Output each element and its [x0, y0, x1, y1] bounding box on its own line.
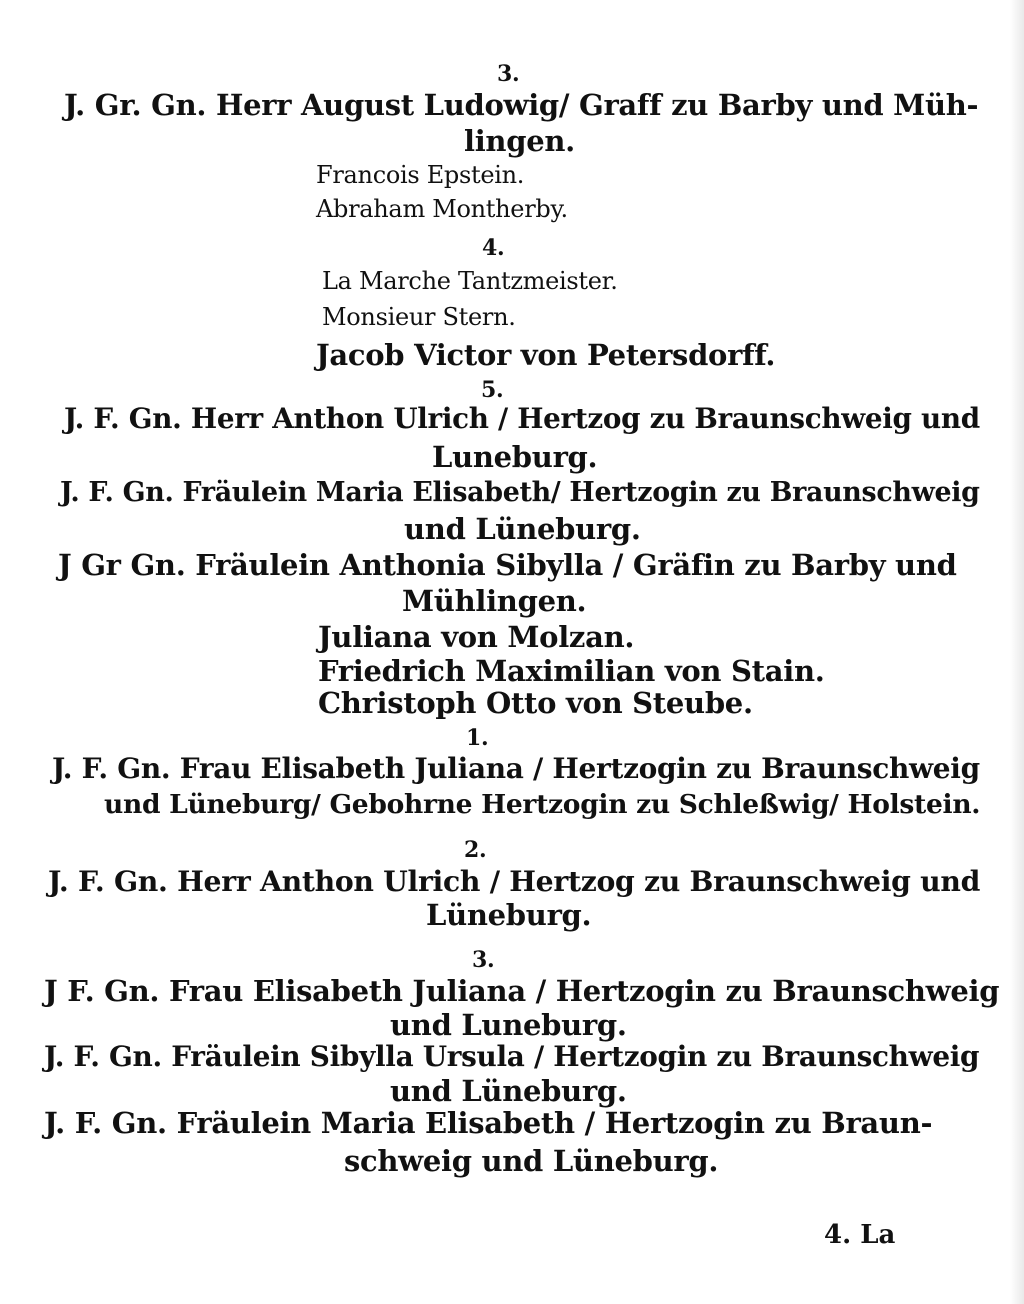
entry-elisabeth-juliana-line1: J. F. Gn. Frau Elisabeth Juliana / Hertzogin zu Braunschweig: [52, 752, 980, 785]
name-monsieur-stern: Monsieur Stern.: [322, 303, 516, 331]
entry-august-ludowig-line2: lingen.: [464, 124, 575, 158]
name-la-marche: La Marche Tantzmeister.: [322, 267, 618, 295]
name-juliana-von-molzan: Juliana von Molzan.: [318, 620, 635, 654]
section-number-5: 5.: [481, 377, 504, 403]
entry-elisabeth-juliana-line2: und Lüneburg/ Gebohrne Hertzogin zu Schleßwig/ Holstein.: [104, 789, 981, 820]
catchword: 4. La: [824, 1220, 896, 1250]
section-number-4a: 4.: [482, 235, 505, 261]
section-number-3b: 3.: [472, 947, 495, 973]
name-francois-epstein: Francois Epstein.: [316, 161, 525, 189]
entry-anthon-ulrich-line1: J. F. Gn. Herr Anthon Ulrich / Hertzog zu Braunschweig und: [64, 402, 980, 435]
name-jacob-victor: Jacob Victor von Petersdorff.: [316, 338, 776, 372]
name-christoph-otto: Christoph Otto von Steube.: [318, 686, 753, 720]
entry-sibylla-ursula-line2: und Lüneburg.: [390, 1074, 627, 1108]
name-abraham-montherby: Abraham Montherby.: [316, 195, 568, 223]
section-number-2: 2.: [464, 837, 487, 863]
entry-maria-elisabeth-line2: und Lüneburg.: [404, 512, 641, 546]
entry-anthon-ulrich-2-line2: Lüneburg.: [426, 898, 592, 932]
name-friedrich-maximilian: Friedrich Maximilian von Stain.: [318, 654, 825, 688]
entry-anthon-ulrich-line2: Luneburg.: [432, 440, 598, 474]
entry-elisabeth-juliana-3-line2: und Luneburg.: [390, 1008, 627, 1042]
section-number-1: 1.: [466, 725, 489, 751]
entry-august-ludowig-line1: J. Gr. Gn. Herr August Ludowig/ Graff zu Barby und Müh-: [64, 88, 979, 122]
entry-anthonia-sibylla-line2: Mühlingen.: [402, 584, 587, 618]
entry-sibylla-ursula-line1: J. F. Gn. Fräulein Sibylla Ursula / Hertzogin zu Braunschweig: [44, 1040, 980, 1073]
entry-anthon-ulrich-2-line1: J. F. Gn. Herr Anthon Ulrich / Hertzog zu Braunschweig und: [48, 864, 981, 898]
entry-maria-elisabeth-3-line2: schweig und Lüneburg.: [344, 1144, 719, 1178]
section-number-3a: 3.: [497, 61, 520, 87]
page-edge: [1010, 0, 1024, 1304]
entry-maria-elisabeth-line1: J. F. Gn. Fräulein Maria Elisabeth/ Hertzogin zu Braunschweig: [60, 477, 980, 508]
entry-elisabeth-juliana-3-line1: J F. Gn. Frau Elisabeth Juliana / Hertzogin zu Braunschweig: [44, 974, 1000, 1008]
entry-maria-elisabeth-3-line1: J. F. Gn. Fräulein Maria Elisabeth / Hertzogin zu Braun-: [44, 1106, 933, 1140]
entry-anthonia-sibylla-line1: J Gr Gn. Fräulein Anthonia Sibylla / Gräfin zu Barby und: [58, 548, 957, 582]
